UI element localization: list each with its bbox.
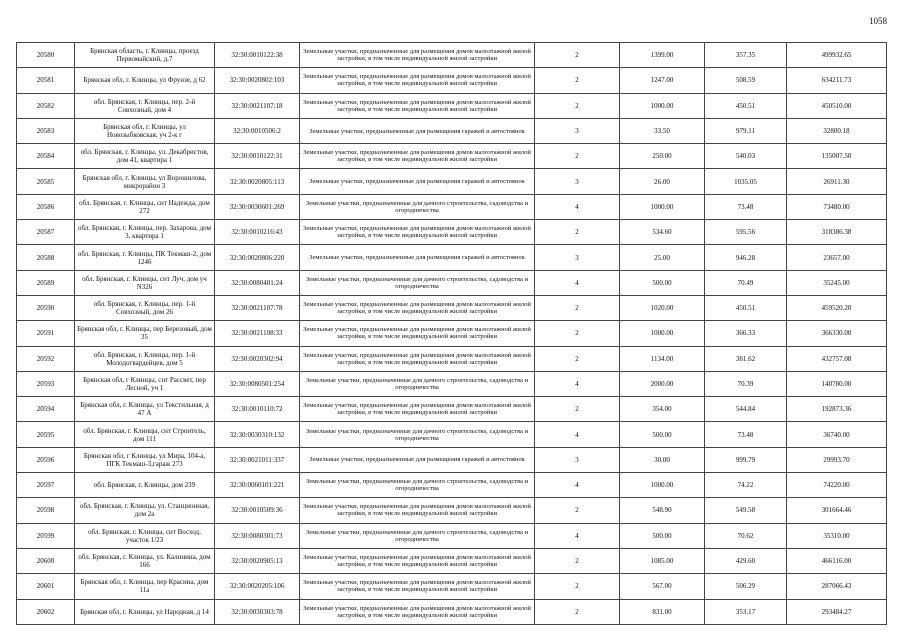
cadastral-value-table — [16, 42, 887, 625]
row-area: 1085.00 — [620, 548, 705, 573]
row-group: 2 — [535, 295, 620, 320]
row-group: 2 — [535, 498, 620, 523]
page-number: 1058 — [869, 16, 887, 26]
row-address: обл. Брянская, г. Клинцы, пер. Захарова, дом 3, квартира 1 — [75, 220, 215, 245]
table-row — [17, 422, 887, 447]
row-specific-value: 429.60 — [705, 548, 787, 573]
row-cadastral-value: 140780.00 — [787, 371, 887, 396]
row-land-use: Земельные участки, предназначенные для размещения гаражей и автостоянок — [300, 118, 535, 143]
row-cadastral-number: 32:30:0030310:132 — [215, 422, 300, 447]
row-id: 20581 — [17, 68, 75, 93]
row-address: обл. Брянская, г. Клинцы, снт Восход, участок 1/23 — [75, 523, 215, 548]
row-cadastral-value: 499932.65 — [787, 43, 887, 68]
row-cadastral-number: 32:30:0010506:2 — [215, 118, 300, 143]
table-row — [17, 548, 887, 573]
row-address: обл. Брянская, г. Клинцы, пер. 2-й Совхозный, дом 4 — [75, 93, 215, 118]
row-specific-value: 366.33 — [705, 321, 787, 346]
row-id: 20590 — [17, 295, 75, 320]
row-cadastral-number: 32:30:0060101:221 — [215, 473, 300, 498]
table-row — [17, 245, 887, 270]
row-cadastral-number: 32:30:0020205:106 — [215, 574, 300, 599]
row-address: Брянская область, г. Клинцы, проезд Первомайский, д.7 — [75, 43, 215, 68]
row-cadastral-value: 23657.00 — [787, 245, 887, 270]
row-id: 20596 — [17, 447, 75, 472]
row-area: 30.00 — [620, 447, 705, 472]
row-cadastral-number: 32:30:0010122:31 — [215, 144, 300, 169]
row-address: обл. Брянская, г. Клинцы, снт Строитель, дом 111 — [75, 422, 215, 447]
row-area: 1399.00 — [620, 43, 705, 68]
row-cadastral-number: 32:30:0010122:38 — [215, 43, 300, 68]
row-specific-value: 544.84 — [705, 397, 787, 422]
row-area: 1134.00 — [620, 346, 705, 371]
table-row — [17, 295, 887, 320]
row-address: Брянская обл, г. Клинцы, ул Ворошилова, микрорайон 3 — [75, 169, 215, 194]
row-id: 20597 — [17, 473, 75, 498]
row-address: обл. Брянская, г. Клинцы, дом 239 — [75, 473, 215, 498]
row-cadastral-value: 29993.70 — [787, 447, 887, 472]
row-cadastral-number: 32:30:0020905:13 — [215, 548, 300, 573]
row-specific-value: 946.28 — [705, 245, 787, 270]
row-cadastral-value: 36740.00 — [787, 422, 887, 447]
row-cadastral-number: 32:30:0080501:254 — [215, 371, 300, 396]
row-specific-value: 74.22 — [705, 473, 787, 498]
row-address: обл. Брянская, г. Клинцы, ПК Текмаш-2, дом 1246 — [75, 245, 215, 270]
row-specific-value: 70.39 — [705, 371, 787, 396]
row-address: Брянская обл, г Клинцы, ул Мира, 104-а, ПГК Текмаш-3,гараж 273 — [75, 447, 215, 472]
row-group: 3 — [535, 118, 620, 143]
row-cadastral-number: 32:30:0020802:103 — [215, 68, 300, 93]
row-id: 20602 — [17, 599, 75, 624]
row-address: обл. Брянская, г. Клинцы, снт Луч, дом уч N326 — [75, 270, 215, 295]
row-id: 20593 — [17, 371, 75, 396]
table-row — [17, 43, 887, 68]
row-area: 534.60 — [620, 220, 705, 245]
table-row — [17, 194, 887, 219]
row-cadastral-number: 32:30:0021108:33 — [215, 321, 300, 346]
row-id: 20582 — [17, 93, 75, 118]
row-land-use: Земельные участки, предназначенные для дачного строительства, садоводства и огородничества — [300, 422, 535, 447]
row-cadastral-number: 32:30:0010216:43 — [215, 220, 300, 245]
table-row — [17, 498, 887, 523]
row-id: 20588 — [17, 245, 75, 270]
row-area: 26.00 — [620, 169, 705, 194]
row-cadastral-number: 32:30:0021011:337 — [215, 447, 300, 472]
row-area: 1020.00 — [620, 295, 705, 320]
row-land-use: Земельные участки, предназначенные для размещения домов малоэтажной жилой застройки, в том числе индивидуальной жилой застройки — [300, 93, 535, 118]
row-cadastral-value: 634211.73 — [787, 68, 887, 93]
row-address: Брянская обл, г. Клинцы, ул Текстильная, д 47 А — [75, 397, 215, 422]
row-address: обл. Брянская, г. Клинцы, пер. 1-й Совхозный, дом 26 — [75, 295, 215, 320]
row-address: Брянская обл, г Клинцы, снт Рассвет, пер Лесной, уч 1 — [75, 371, 215, 396]
row-cadastral-value: 293484.27 — [787, 599, 887, 624]
table-row — [17, 371, 887, 396]
row-cadastral-value: 32800.18 — [787, 118, 887, 143]
row-land-use: Земельные участки, предназначенные для размещения домов малоэтажной жилой застройки, в том числе индивидуальной жилой застройки — [300, 574, 535, 599]
row-address: обл. Брянская, г. Клинцы, ул. Декабристов, дом 41, квартира 1 — [75, 144, 215, 169]
row-specific-value: 450.51 — [705, 93, 787, 118]
row-cadastral-number: 32:30:0030303:78 — [215, 599, 300, 624]
row-specific-value: 508.59 — [705, 68, 787, 93]
table-row — [17, 447, 887, 472]
row-id: 20598 — [17, 498, 75, 523]
table-row — [17, 93, 887, 118]
row-address: Брянская обл, г. Клинцы, пер Березовый, дом 35 — [75, 321, 215, 346]
row-id: 20601 — [17, 574, 75, 599]
row-specific-value: 1035.05 — [705, 169, 787, 194]
row-cadastral-value: 73480.00 — [787, 194, 887, 219]
row-address: Брянская обл, г. Клинцы, ул Новозыбковская, уч 2-к г — [75, 118, 215, 143]
row-cadastral-value: 459520.20 — [787, 295, 887, 320]
row-specific-value: 595.56 — [705, 220, 787, 245]
row-cadastral-value: 192873.36 — [787, 397, 887, 422]
row-cadastral-value: 301664.46 — [787, 498, 887, 523]
row-specific-value: 353.17 — [705, 599, 787, 624]
row-id: 20594 — [17, 397, 75, 422]
row-address: обл. Брянская, г. Клинцы, ул. Калинина, дом 166 — [75, 548, 215, 573]
row-group: 2 — [535, 43, 620, 68]
row-group: 4 — [535, 371, 620, 396]
table-row — [17, 574, 887, 599]
row-group: 3 — [535, 169, 620, 194]
row-cadastral-value: 135007.50 — [787, 144, 887, 169]
table-row — [17, 169, 887, 194]
row-specific-value: 979.11 — [705, 118, 787, 143]
row-id: 20587 — [17, 220, 75, 245]
row-address: обл. Брянская, г. Клинцы, ул. Станционная, дом 2а — [75, 498, 215, 523]
row-cadastral-number: 32:30:0021107:18 — [215, 93, 300, 118]
table-row — [17, 473, 887, 498]
row-land-use: Земельные участки, предназначенные для размещения домов малоэтажной жилой застройки, в том числе индивидуальной жилой застройки — [300, 68, 535, 93]
row-cadastral-value: 466116.00 — [787, 548, 887, 573]
row-group: 2 — [535, 321, 620, 346]
row-area: 354.00 — [620, 397, 705, 422]
row-specific-value: 357.35 — [705, 43, 787, 68]
row-area: 25.00 — [620, 245, 705, 270]
row-area: 500.00 — [620, 270, 705, 295]
row-land-use: Земельные участки, предназначенные для размещения гаражей и автостоянок — [300, 169, 535, 194]
row-land-use: Земельные участки, предназначенные для дачного строительства, садоводства и огородничества — [300, 371, 535, 396]
row-land-use: Земельные участки, предназначенные для размещения домов малоэтажной жилой застройки, в том числе индивидуальной жилой застройки — [300, 144, 535, 169]
row-land-use: Земельные участки, предназначенные для размещения домов малоэтажной жилой застройки, в том числе индивидуальной жилой застройки — [300, 346, 535, 371]
row-cadastral-value: 35245.00 — [787, 270, 887, 295]
row-cadastral-number: 32:30:0080301:73 — [215, 523, 300, 548]
row-area: 33.50 — [620, 118, 705, 143]
row-group: 2 — [535, 548, 620, 573]
row-group: 4 — [535, 194, 620, 219]
row-group: 2 — [535, 68, 620, 93]
row-cadastral-number: 32:30:0080401:24 — [215, 270, 300, 295]
row-area: 500.00 — [620, 422, 705, 447]
row-cadastral-value: 287066.43 — [787, 574, 887, 599]
row-area: 500.00 — [620, 523, 705, 548]
row-land-use: Земельные участки, предназначенные для размещения домов малоэтажной жилой застройки, в том числе индивидуальной жилой застройки — [300, 321, 535, 346]
row-address: Брянская обл, г. Клинцы, пер Красина, дом 11а — [75, 574, 215, 599]
row-group: 2 — [535, 574, 620, 599]
row-specific-value: 999.79 — [705, 447, 787, 472]
row-group: 2 — [535, 220, 620, 245]
row-land-use: Земельные участки, предназначенные для размещения домов малоэтажной жилой застройки, в том числе индивидуальной жилой застройки — [300, 548, 535, 573]
table-row — [17, 599, 887, 624]
row-id: 20580 — [17, 43, 75, 68]
row-land-use: Земельные участки, предназначенные для размещения домов малоэтажной жилой застройки, в том числе индивидуальной жилой застройки — [300, 599, 535, 624]
row-cadastral-number: 32:30:0021107:78 — [215, 295, 300, 320]
row-cadastral-number: 32:30:0020805:113 — [215, 169, 300, 194]
row-land-use: Земельные участки, предназначенные для дачного строительства, садоводства и огородничества — [300, 473, 535, 498]
table-row — [17, 321, 887, 346]
row-specific-value: 450.51 — [705, 295, 787, 320]
table-row — [17, 118, 887, 143]
row-cadastral-value: 432757.08 — [787, 346, 887, 371]
row-land-use: Земельные участки, предназначенные для дачного строительства, садоводства и огородничества — [300, 194, 535, 219]
row-specific-value: 549.58 — [705, 498, 787, 523]
row-group: 2 — [535, 346, 620, 371]
row-area: 2000.00 — [620, 371, 705, 396]
row-group: 4 — [535, 473, 620, 498]
row-id: 20586 — [17, 194, 75, 219]
row-cadastral-value: 35310.00 — [787, 523, 887, 548]
table-row — [17, 346, 887, 371]
table-row — [17, 523, 887, 548]
row-cadastral-number: 32:30:0030601:269 — [215, 194, 300, 219]
row-group: 3 — [535, 245, 620, 270]
row-address: обл. Брянская, г. Клинцы, пер. 1-й Молодогвардейцев, дом 5 — [75, 346, 215, 371]
row-address: Брянская обл, г. Клинцы, ул Народная, д 14 — [75, 599, 215, 624]
row-address: обл. Брянская, г. Клинцы, снт Надежда, дом 272 — [75, 194, 215, 219]
table-row — [17, 270, 887, 295]
row-land-use: Земельные участки, предназначенные для размещения домов малоэтажной жилой застройки, в том числе индивидуальной жилой застройки — [300, 43, 535, 68]
table-row — [17, 220, 887, 245]
row-specific-value: 540.03 — [705, 144, 787, 169]
row-id: 20584 — [17, 144, 75, 169]
row-id: 20591 — [17, 321, 75, 346]
row-group: 4 — [535, 422, 620, 447]
row-group: 4 — [535, 523, 620, 548]
row-specific-value: 506.29 — [705, 574, 787, 599]
row-land-use: Земельные участки, предназначенные для размещения домов малоэтажной жилой застройки, в том числе индивидуальной жилой застройки — [300, 220, 535, 245]
row-area: 1247.00 — [620, 68, 705, 93]
row-id: 20599 — [17, 523, 75, 548]
row-land-use: Земельные участки, предназначенные для размещения гаражей и автостоянок — [300, 245, 535, 270]
row-land-use: Земельные участки, предназначенные для дачного строительства, садоводства и огородничества — [300, 270, 535, 295]
row-area: 1000.00 — [620, 473, 705, 498]
row-group: 3 — [535, 447, 620, 472]
row-land-use: Земельные участки, предназначенные для размещения домов малоэтажной жилой застройки, в том числе индивидуальной жилой застройки — [300, 397, 535, 422]
row-id: 20595 — [17, 422, 75, 447]
row-area: 250.00 — [620, 144, 705, 169]
row-id: 20589 — [17, 270, 75, 295]
row-group: 2 — [535, 599, 620, 624]
row-specific-value: 381.62 — [705, 346, 787, 371]
row-group: 2 — [535, 397, 620, 422]
row-land-use: Земельные участки, предназначенные для размещения домов малоэтажной жилой застройки, в том числе индивидуальной жилой застройки — [300, 498, 535, 523]
row-land-use: Земельные участки, предназначенные для размещения гаражей и автостоянок — [300, 447, 535, 472]
row-area: 1000.00 — [620, 321, 705, 346]
row-land-use: Земельные участки, предназначенные для дачного строительства, садоводства и огородничества — [300, 523, 535, 548]
row-cadastral-number: 32:30:0020302:94 — [215, 346, 300, 371]
row-group: 4 — [535, 270, 620, 295]
row-area: 1000.00 — [620, 93, 705, 118]
row-area: 831.00 — [620, 599, 705, 624]
row-group: 2 — [535, 93, 620, 118]
row-cadastral-value: 450510.00 — [787, 93, 887, 118]
row-area: 1000.00 — [620, 194, 705, 219]
row-specific-value: 73.48 — [705, 194, 787, 219]
row-cadastral-value: 318386.38 — [787, 220, 887, 245]
row-group: 2 — [535, 144, 620, 169]
row-specific-value: 73.48 — [705, 422, 787, 447]
row-cadastral-number: 32:30:0020806:220 — [215, 245, 300, 270]
row-cadastral-number: 32:30:0010110:72 — [215, 397, 300, 422]
row-cadastral-value: 26911.30 — [787, 169, 887, 194]
row-area: 548.90 — [620, 498, 705, 523]
row-id: 20592 — [17, 346, 75, 371]
row-cadastral-value: 366330.00 — [787, 321, 887, 346]
row-cadastral-number: 32:30:0010509:36 — [215, 498, 300, 523]
row-cadastral-value: 74220.00 — [787, 473, 887, 498]
table-row — [17, 144, 887, 169]
table-row — [17, 397, 887, 422]
table-row — [17, 68, 887, 93]
row-specific-value: 70.49 — [705, 270, 787, 295]
row-id: 20583 — [17, 118, 75, 143]
row-land-use: Земельные участки, предназначенные для размещения домов малоэтажной жилой застройки, в том числе индивидуальной жилой застройки — [300, 295, 535, 320]
row-specific-value: 70.62 — [705, 523, 787, 548]
row-id: 20585 — [17, 169, 75, 194]
row-address: Брянская обл, г. Клинцы, ул Фрунзе, д 62 — [75, 68, 215, 93]
row-area: 567.00 — [620, 574, 705, 599]
row-id: 20600 — [17, 548, 75, 573]
